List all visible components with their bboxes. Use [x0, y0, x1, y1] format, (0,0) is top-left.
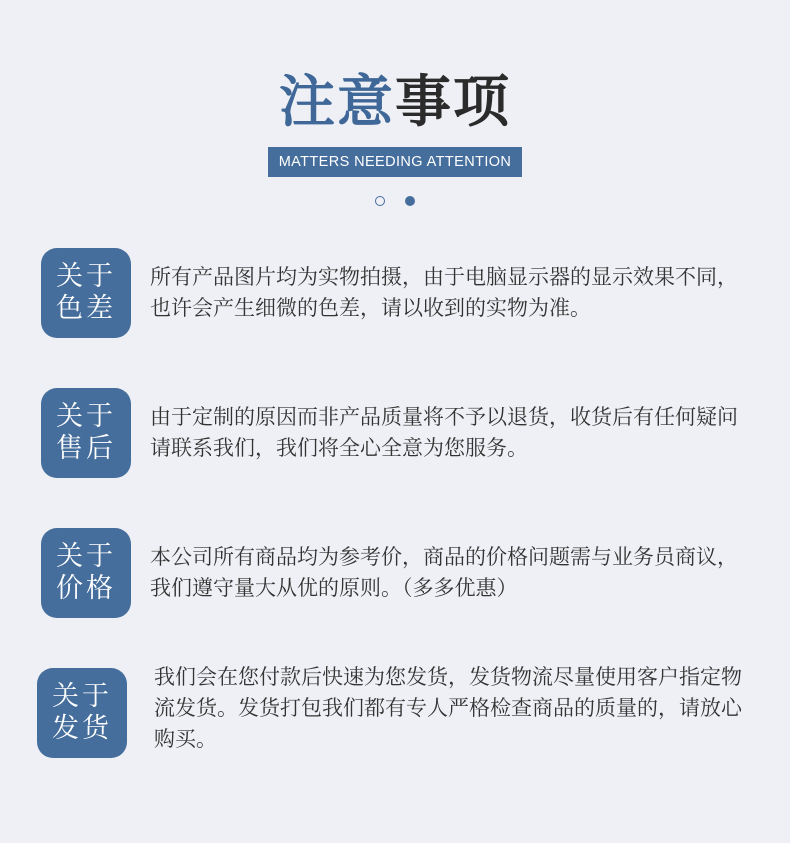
notice-shipping: 我们会在您付款后快速为您发货，发货物流尽量使用客户指定物流发货。发货打包我们都有专人严格检查商品的质量的，请放心购买。 [154, 665, 742, 751]
subtitle-banner: MATTERS NEEDING ATTENTION [268, 147, 522, 177]
badge-line-1: 关于 [52, 681, 112, 712]
badge-color-difference [41, 248, 131, 338]
badge-after-sales [41, 388, 131, 478]
badge-shipping [37, 668, 127, 758]
notice-price: 本公司所有商品均为参考价，商品的价格问题需与业务员商议，我们遵守量大从优的原则。（多多优惠） [150, 545, 738, 600]
badge-line-1: 关于 [56, 401, 116, 432]
notice-after-sales: 由于定制的原因而非产品质量将不予以退货，收货后有任何疑问请联系我们，我们将全心全意为您服务。 [150, 405, 738, 460]
title-main: 事项 [395, 70, 511, 135]
pager-dot-2-active[interactable] [405, 196, 415, 206]
title-accent: 注意 [279, 70, 395, 135]
badge-line-1: 关于 [56, 541, 116, 572]
pager-dot-1[interactable] [375, 196, 385, 206]
page-title [0, 68, 790, 138]
badge-price [41, 528, 131, 618]
badge-line-2: 色差 [56, 293, 116, 324]
badge-line-2: 发货 [52, 713, 112, 744]
badge-line-1: 关于 [56, 261, 116, 292]
notice-color-difference: 所有产品图片均为实物拍摄，由于电脑显示器的显示效果不同，也许会产生细微的色差，请以收到的实物为准。 [150, 265, 738, 320]
badge-line-2: 价格 [56, 573, 116, 604]
badge-line-2: 售后 [56, 433, 116, 464]
